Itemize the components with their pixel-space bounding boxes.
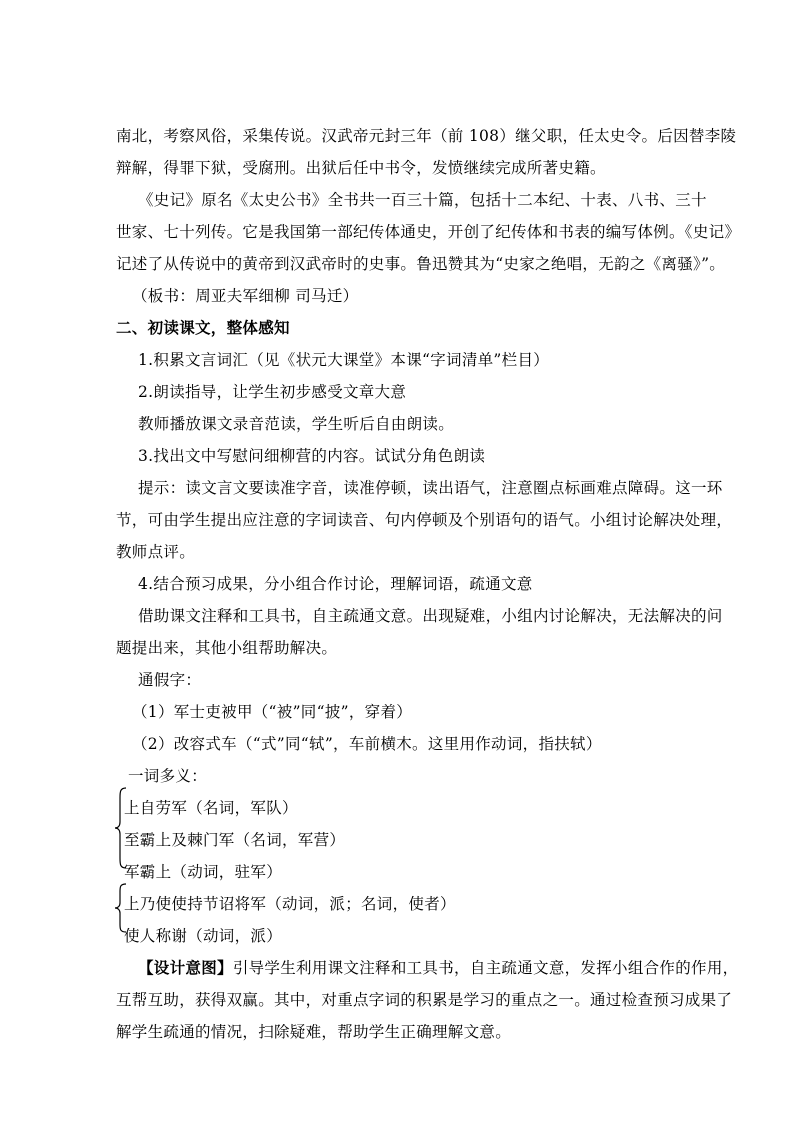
list-item: 3.找出文中写慰问细柳营的内容。试试分角色朗读: [138, 447, 486, 465]
design-intent-text: 引导学生利用课文注释和工具书，自主疏通文意，发挥小组合作的作用，: [232, 959, 739, 977]
paragraph-line: 教师点评。: [116, 543, 196, 561]
subheading-tongjiazi: 通假字：: [138, 671, 202, 689]
paragraph-line: 南北，考察风俗，采集传说。汉武帝元封三年（前 108）继父职，任太史令。后因替李陵: [116, 127, 737, 145]
list-item: 4.结合预习成果，分小组合作讨论，理解词语，疏通文意: [138, 575, 533, 593]
paragraph-line: 记述了从传说中的黄帝到汉武帝时的史事。鲁迅赞其为“史家之绝唱，无韵之《离骚》”。: [116, 255, 726, 273]
design-intent-label: 【设计意图】: [138, 958, 233, 977]
paragraph-line: 借助课文注释和工具书，自主疏通文意。出现疑难，小组内讨论解决，无法解决的问: [138, 607, 723, 625]
polysemy-item: 上乃使使持节诏将军（动词，派；名词，使者）: [124, 895, 456, 913]
polysemy-item: 至霸上及棘门军（名词，军营）: [124, 831, 346, 849]
paragraph-line: 提示：读文言文要读准字音，读准停顿，读出语气，注意圈点标画难点障碍。这一环: [138, 479, 723, 497]
paragraph-line: 解学生疏通的情况，扫除疑难，帮助学生正确理解文意。: [116, 1023, 512, 1041]
list-item: 2.朗读指导，让学生初步感受文章大意: [138, 383, 407, 401]
paragraph-line: 题提出来，其他小组帮助解决。: [116, 639, 338, 657]
polysemy-item: 使人称谢（动词，派）: [124, 927, 283, 945]
polysemy-item: 军霸上（动词，驻军）: [124, 863, 283, 881]
list-item: （2）改容式车（“式”同“轼”，车前横木。这里用作动词，指扶轼）: [132, 735, 602, 753]
polysemy-item: 上自劳军（名词，军队）: [124, 799, 298, 817]
list-item: （1）军士吏被甲（“被”同“披”，穿着）: [132, 703, 413, 721]
paragraph-line: 辩解，得罪下狱，受腐刑。出狱后任中书令，发愤继续完成所著史籍。: [116, 159, 606, 177]
section-heading: 二、初读课文，整体感知: [116, 319, 290, 337]
blackboard-note: （板书：周亚夫军细柳 司马迁）: [132, 287, 359, 305]
paragraph-line: 互帮互助，获得双赢。其中，对重点字词的积累是学习的重点之一。通过检查预习成果了: [116, 991, 733, 1009]
paragraph-line: 《史记》原名《太史公书》全书共一百三十篇，包括十二本纪、十表、八书、三十: [138, 191, 707, 209]
paragraph-line: 教师播放课文录音范读，学生听后自由朗读。: [138, 415, 455, 433]
paragraph-line: 节，可由学生提出应注意的字词读音、句内停顿及个别语句的语气。小组讨论解决处理，: [116, 511, 733, 529]
paragraph-line: 世家、七十列传。它是我国第一部纪传体通史，开创了纪传体和书表的编写体例。《史记》: [116, 223, 741, 241]
list-item: 1.积累文言词汇（见《状元大课堂》本课“字词清单”栏目）: [138, 351, 550, 369]
subheading-polysemy: 一词多义：: [128, 767, 208, 785]
design-intent-line: [138, 958, 738, 978]
